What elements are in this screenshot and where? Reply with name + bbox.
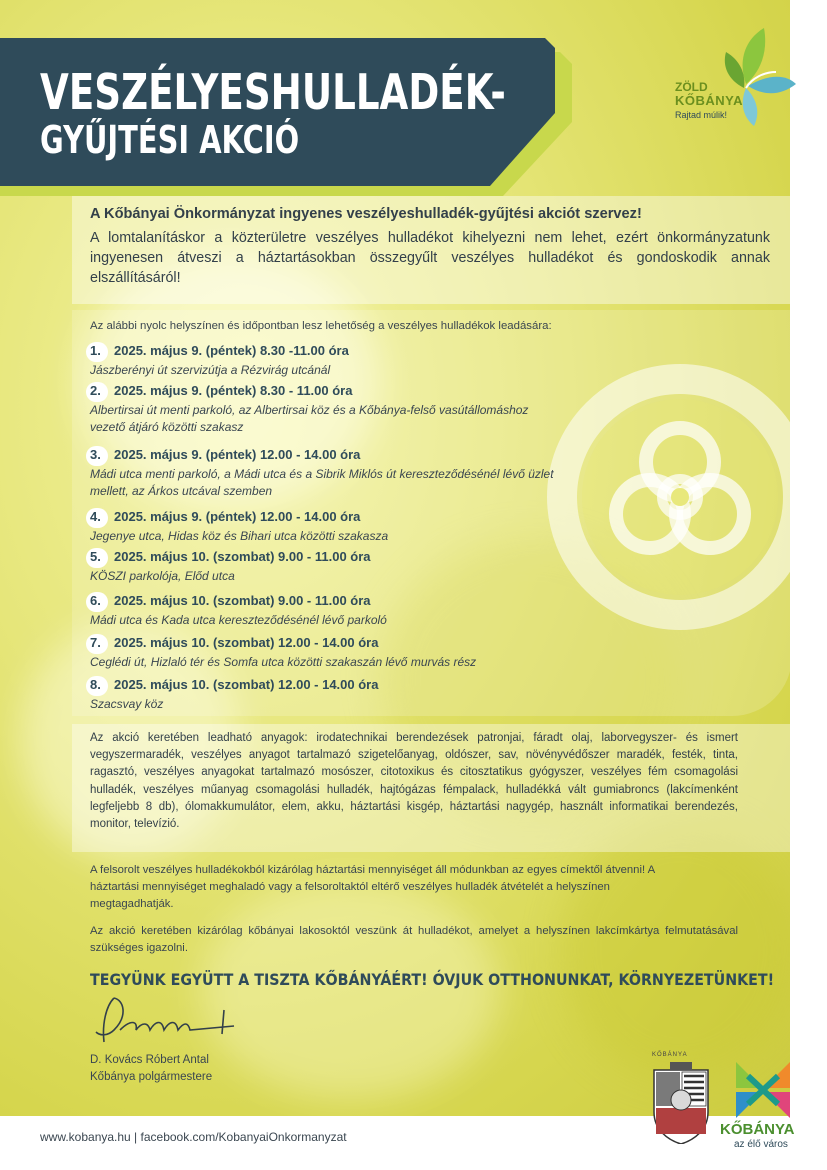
item-datetime: 2025. május 10. (szombat) 12.00 - 14.00 óra — [114, 635, 379, 650]
item-location: Szacsvay köz — [90, 697, 164, 711]
signer-block — [90, 1052, 212, 1086]
item-number: 7. — [90, 635, 101, 650]
residents-notice: Az akció keretében kizárólag kőbányai lakosoktól veszünk át hulladékot, amelyet a helyszínen lakcímkártya felmutatásával szükséges igazolni. — [90, 925, 738, 954]
item-number: 6. — [90, 593, 101, 608]
item-location: Jászberényi út szervizútja a Rézvirág utcánál — [90, 363, 331, 377]
biohazard-icon — [540, 352, 800, 642]
slogan: TEGYÜNK EGYÜTT A TISZTA KŐBÁNYÁÉRT! ÓVJUK OTTHONUNKAT, KÖRNYEZETÜNKET! — [90, 970, 775, 989]
page-title-line2: GYŰJTÉSI AKCIÓ — [40, 118, 300, 162]
item-location: Mádi utca menti parkoló, a Mádi utca és a Sibrik Miklós út kereszteződésénél lévő üzlet mellett, az Árkos utcával szemben — [90, 467, 554, 498]
item-datetime: 2025. május 9. (péntek) 12.00 - 14.00 óra — [114, 447, 361, 462]
signer-name: D. Kovács Róbert Antal — [90, 1054, 209, 1066]
schedule-item — [86, 676, 556, 713]
schedule-item-header — [86, 548, 556, 568]
schedule-item — [86, 342, 556, 379]
schedule-intro: Az alábbi nyolc helyszínen és időpontban lesz lehetőség a veszélyes hulladékok leadására: — [90, 320, 552, 332]
logo-tagline: Rajtad múlik! — [675, 110, 728, 120]
intro-headline: A Kőbányai Önkormányzat ingyenes veszélyeshulladék-gyűjtési akciót szervez! — [90, 206, 642, 222]
materials-text: Az akció keretében leadható anyagok: irodatechnikai berendezések patronjai, fáradt olaj, laborvegyszer- és ismert vegyszermaradék, veszélyes anyagot tartalmazó szigetelőanyag, oldószer, sav, növényvédőszer maradék, festék, tinta, ragasztó, veszélyes anyagokat tartalmazó mosószer, citotoxikus és citosztatikus gyógyszer, veszélyes fém csomagolási hulladék, veszélyes műanyag csomagolási hulladék, hajtógázas fémpalack, hulladékká vált gumiabroncs (lakcímenként legfeljebb 8 db), ólomakkumulátor, elem, akku, háztartási kisgép, háztartási nagygép, használt informatikai berendezés, monitor, televízió. — [90, 732, 738, 831]
item-datetime: 2025. május 9. (péntek) 8.30 -11.00 óra — [114, 343, 349, 358]
item-number: 5. — [90, 549, 101, 564]
schedule-item-header — [86, 676, 556, 696]
schedule-item-header — [86, 508, 556, 528]
item-number: 1. — [90, 343, 101, 358]
brand-name: KŐBÁNYA — [720, 1121, 795, 1138]
signer-title: Kőbánya polgármestere — [90, 1071, 213, 1083]
item-number: 3. — [90, 447, 101, 462]
schedule-item — [86, 634, 556, 671]
brand-tagline: az élő város — [734, 1139, 788, 1150]
footer-contact: www.kobanya.hu | facebook.com/KobanyaiOnkormanyzat — [40, 1130, 347, 1144]
item-number-badge — [86, 382, 108, 402]
coat-caption: KŐBÁNYA — [652, 1052, 688, 1058]
bokeh-light — [200, 880, 500, 1100]
schedule-item-header — [86, 592, 556, 612]
item-location: Jegenye utca, Hidas köz és Bihari utca közötti szakasza — [90, 529, 389, 543]
signature-image — [84, 990, 244, 1050]
schedule-item-header — [86, 634, 556, 654]
item-location: Ceglédi út, Hizlaló tér és Somfa utca közötti szakaszán lévő murvás rész — [90, 655, 477, 669]
item-number-badge — [86, 508, 108, 528]
item-datetime: 2025. május 9. (péntek) 8.30 - 11.00 óra — [114, 383, 353, 398]
item-datetime: 2025. május 10. (szombat) 12.00 - 14.00 óra — [114, 677, 379, 692]
quantity-notice: A felsorolt veszélyes hulladékokból kizárólag háztartási mennyiséget áll módunkban az egyes címektől átvenni! A háztartási mennyiséget meghaladó vagy a felsoroltaktól eltérő veszélyes hulladék átvételét a helyszínen megtagadhatják. — [90, 864, 655, 910]
item-number-badge — [86, 548, 108, 568]
item-number-badge — [86, 446, 108, 466]
item-datetime: 2025. május 10. (szombat) 9.00 - 11.00 óra — [114, 549, 371, 564]
item-datetime: 2025. május 10. (szombat) 9.00 - 11.00 óra — [114, 593, 371, 608]
item-number: 2. — [90, 383, 101, 398]
logo-zold: ZÖLD — [675, 80, 708, 94]
item-datetime: 2025. május 9. (péntek) 12.00 - 14.00 óra — [114, 509, 361, 524]
item-location: Albertirsai út menti parkoló, az Albertirsai köz és a Kőbánya-felső vasútállomáshoz vezető átjáró közötti szakasz — [90, 403, 529, 434]
intro-body: A lomtalanításkor a közterületre veszélyes hulladékot kihelyezni nem lehet, ezért önkormányzatunk ingyenesen átveszi a háztartásokban összegyűlt veszélyes hulladékot és gondoskodik annak elszállításáról! — [90, 230, 770, 286]
kobanya-brand-icon — [728, 1058, 798, 1123]
item-number-badge — [86, 634, 108, 654]
item-number-badge — [86, 342, 108, 362]
logo-kobanya: KŐBÁNYA — [675, 93, 744, 108]
schedule-item-header — [86, 446, 556, 466]
item-number: 4. — [90, 509, 101, 524]
schedule-item — [86, 548, 556, 585]
item-number: 8. — [90, 677, 101, 692]
page-title-line1: VESZÉLYESHULLADÉK- — [40, 64, 506, 121]
coat-of-arms-icon — [650, 1060, 712, 1144]
schedule-item — [86, 592, 556, 629]
schedule-item-header — [86, 382, 556, 402]
item-number-badge — [86, 592, 108, 612]
schedule-item — [86, 446, 556, 500]
schedule-item — [86, 508, 556, 545]
item-location: KÖSZI parkolója, Előd utca — [90, 569, 235, 583]
item-location: Mádi utca és Kada utca kereszteződésénél lévő parkoló — [90, 613, 387, 627]
schedule-item — [86, 382, 556, 436]
schedule-item-header — [86, 342, 556, 362]
item-number-badge — [86, 676, 108, 696]
